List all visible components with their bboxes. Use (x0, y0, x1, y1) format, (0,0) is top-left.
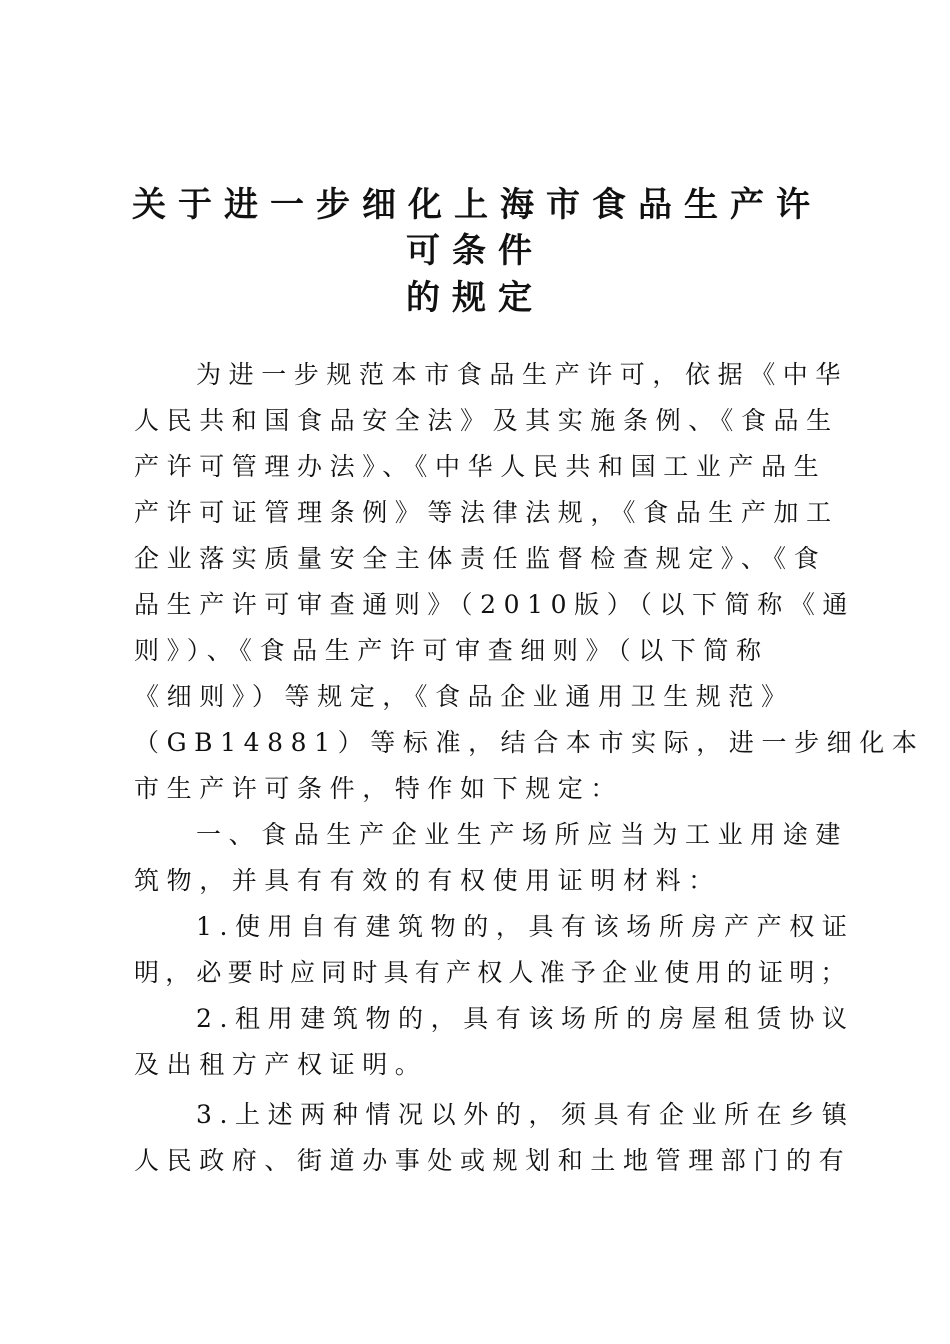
paragraph-item-1 (134, 904, 855, 996)
text-line: 产许可管理办法》、《中华人民共和国工业产品生 (134, 452, 827, 481)
paragraph-intro (134, 352, 925, 812)
text-line: 产许可证管理条例》等法律法规，《食品生产加工 (134, 498, 839, 527)
paragraph-item-2 (134, 996, 855, 1088)
text-line: 品生产许可审查通则》（2010版）（以下简称《通 (134, 590, 856, 619)
text-line: 人民共和国食品安全法》及其实施条例、《食品生 (134, 406, 839, 435)
text-line: 人民政府、街道办事处或规划和土地管理部门的有 (134, 1146, 852, 1175)
text-line: 企业落实质量安全主体责任监督检查规定》、《食 (134, 544, 827, 573)
title-line-2: 可条件 (406, 231, 544, 271)
paragraph-item-3 (134, 1092, 855, 1184)
text-line: 2.租用建筑物的，具有该场所的房屋租赁协议 (196, 1004, 855, 1033)
text-line: 明，必要时应同时具有产权人准予企业使用的证明； (134, 958, 852, 987)
document-title (0, 182, 950, 321)
title-line-3: 的规定 (406, 278, 544, 318)
text-line: 及出租方产权证明。 (134, 1050, 428, 1079)
paragraph-section-1 (134, 812, 849, 904)
text-line: 《细则》）等规定，《食品企业通用卫生规范》 (134, 682, 794, 711)
text-line: 1.使用自有建筑物的，具有该场所房产产权证 (196, 912, 855, 941)
text-line: 一、食品生产企业生产场所应当为工业用途建 (196, 820, 849, 849)
text-line: 为进一步规范本市食品生产许可，依据《中华 (196, 360, 849, 389)
text-line: 筑物，并具有有效的有权使用证明材料： (134, 866, 721, 895)
text-line: 市生产许可条件，特作如下规定： (134, 774, 624, 803)
text-line: 3.上述两种情况以外的，须具有企业所在乡镇 (196, 1100, 855, 1129)
text-line: （GB14881）等标准，结合本市实际，进一步细化本 (134, 728, 925, 757)
document-body (134, 352, 925, 1184)
text-line: 则》）、《食品生产许可审查细则》（以下简称 (134, 636, 769, 665)
title-line-1: 关于进一步细化上海市食品生产许 (132, 185, 822, 225)
